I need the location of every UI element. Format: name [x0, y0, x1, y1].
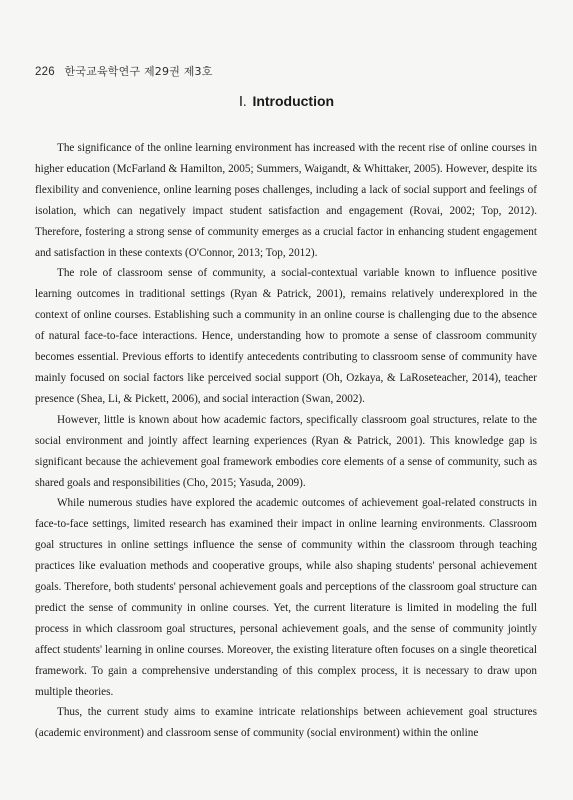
running-header [35, 63, 213, 79]
paragraph: While numerous studies have explored the academic outcomes of achievement goal-related constructs in face-to-face settings, limited research has examined their impact in online learning environments. Classroom goal structures in online settings influence the sense of community within the classroom through teaching practices like evaluation methods and cooperative groups, while also shaping students' personal achievement goals. Therefore, both students' personal achievement goals and perceptions of the classroom goal structure can predict the sense of community in online courses. Yet, the current literature is limited in modeling the full process in which classroom goal structures, personal achievement goals, and the sense of community jointly affect students' learning in online courses. Moreover, the existing literature often focuses on a single theoretical framework. To gain a comprehensive understanding of this complex process, it is necessary to draw upon multiple theories. [35, 497, 537, 698]
paragraph: However, little is known about how academic factors, specifically classroom goal structures, relate to the social environment and jointly affect learning experiences (Ryan & Patrick, 2001). This knowledge gap is significant because the achievement goal framework embodies core elements of a sense of community, such as shared goals and responsibilities (Cho, 2015; Yasuda, 2009). [35, 413, 537, 489]
section-title: Introduction [252, 93, 335, 109]
section-numeral: Ⅰ. [238, 95, 247, 110]
section-heading [0, 93, 573, 111]
body-text [35, 138, 537, 744]
paragraph: Thus, the current study aims to examine intricate relationships between achievement goal structures (academic environment) and classroom sense of community (social environment) within the online [35, 706, 537, 740]
page-number: 226 [35, 66, 55, 78]
paragraph: The role of classroom sense of community, a social-contextual variable known to influence positive learning outcomes in traditional settings (Ryan & Patrick, 2001), remains relatively underexplored in the context of online courses. Establishing such a community in an online course is challenging due to the absence of natural face-to-face interactions. Hence, understanding how to promote a sense of classroom community becomes essential. Previous efforts to identify antecedents contributing to classroom sense of community have mainly focused on social factors like perceived social support (Oh, Ozkaya, & LaRoseteacher, 2014), teacher presence (Shea, Li, & Pickett, 2006), and social interaction (Swan, 2002). [35, 267, 537, 405]
paragraph: The significance of the online learning environment has increased with the recent rise of online courses in higher education (McFarland & Hamilton, 2005; Summers, Waigandt, & Whittaker, 2005). However, despite its flexibility and convenience, online learning poses challenges, including a lack of social support and feelings of isolation, which can negatively impact student satisfaction and engagement (Rovai, 2002; Top, 2012). Therefore, fostering a strong sense of community emerges as a crucial factor in enhancing student engagement and satisfaction in these contexts (O'Connor, 2013; Top, 2012). [35, 142, 537, 259]
journal-title: 한국교육학연구 제29권 제3호 [64, 65, 213, 78]
